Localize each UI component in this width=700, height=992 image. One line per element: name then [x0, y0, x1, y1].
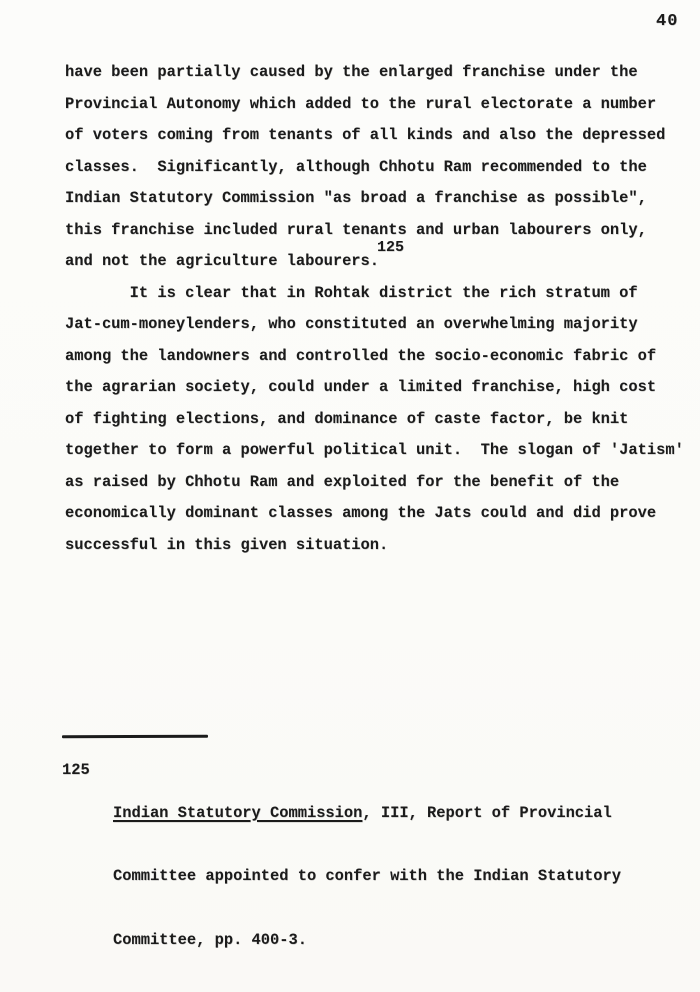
- text-line: economically dominant classes among the Jats could and did prove: [65, 504, 657, 522]
- text-line: among the landowners and controlled the socio-economic fabric of: [65, 346, 657, 365]
- text-line: and not the agriculture labourers.: [65, 252, 380, 270]
- body-text: [65, 57, 684, 561]
- footnote-reference-superscript: 125: [377, 239, 405, 256]
- text-line: Jat-cum-moneylenders, who constituted an overwhelming majority: [65, 315, 638, 333]
- text-line: the agrarian society, could under a limited franchise, high cost: [65, 378, 657, 396]
- text-line: Indian Statutory Commission "as broad a franchise as possible",: [65, 189, 647, 207]
- text-line: as raised by Chhotu Ram and exploited for the benefit of the: [65, 472, 620, 491]
- text-line: of voters coming from tenants of all kinds and also the depressed: [65, 126, 666, 144]
- text-line: Provincial Autonomy which added to the rural electorate a number: [65, 94, 657, 113]
- text-line: of fighting elections, and dominance of caste factor, be knit: [65, 409, 629, 428]
- footnote-line-2: Committee appointed to confer with the Indian Statutory: [113, 867, 621, 886]
- text-line: successful in this given situation.: [65, 535, 389, 554]
- footnote-number: 125: [62, 761, 90, 779]
- footnote-line-1: [113, 803, 621, 824]
- footnote: [62, 760, 621, 992]
- footnote-line-1-rest: , III, Report of Provincial: [362, 803, 612, 822]
- text-line: classes. Significantly, although Chhotu Ram recommended to the: [65, 157, 647, 176]
- footnote-separator-line: [62, 735, 208, 739]
- text-line: It is clear that in Rohtak district the rich stratum of: [65, 283, 638, 302]
- text-line: together to form a powerful political unit. The slogan of 'Jatism': [65, 441, 684, 459]
- footnote-citation-title: Indian Statutory Commission: [113, 803, 363, 822]
- text-line: have been partially caused by the enlarged franchise under the: [65, 63, 638, 81]
- text-line: this franchise included rural tenants and urban labourers only,: [65, 220, 647, 239]
- footnote-line-3: Committee, pp. 400-3.: [113, 931, 307, 950]
- footnote-text: [113, 760, 621, 992]
- page-number: 40: [656, 12, 679, 31]
